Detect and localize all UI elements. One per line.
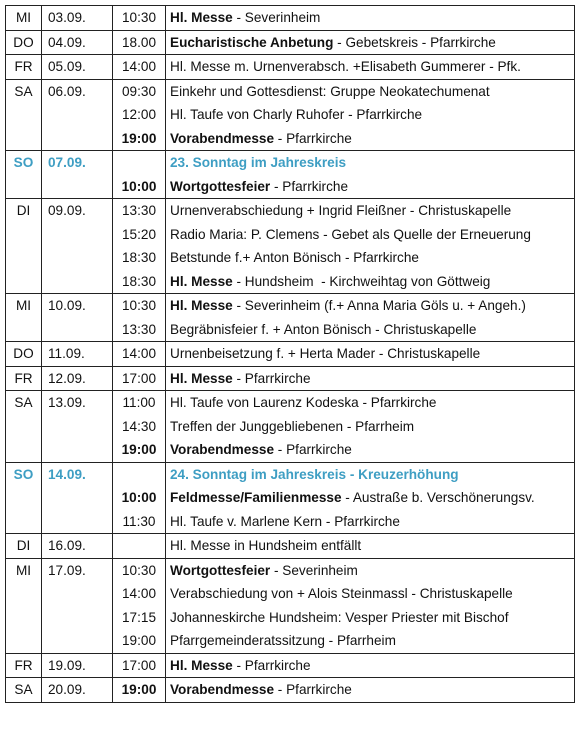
event-detail: Betstunde f.+ Anton Bönisch - Pfarrkirche xyxy=(170,250,419,265)
schedule-row xyxy=(6,366,575,391)
event-time: 18:30 xyxy=(121,250,157,265)
event-cell xyxy=(166,462,575,534)
event-line xyxy=(170,629,574,653)
event-detail: - Severinheim xyxy=(232,10,321,25)
date-cell xyxy=(42,558,113,653)
event-line xyxy=(170,294,574,318)
event-name: Hl. Messe xyxy=(170,370,233,386)
event-detail: Hl. Taufe v. Marlene Kern - Pfarrkirche xyxy=(170,513,400,529)
weekday: MI xyxy=(15,562,32,578)
date-cell xyxy=(42,199,113,294)
event-time: 10:30 xyxy=(121,10,157,25)
schedule-row xyxy=(6,342,575,367)
event-time: 19:00 xyxy=(121,633,157,648)
event-time: 13:30 xyxy=(121,321,157,337)
date: 12.09. xyxy=(48,370,86,386)
weekday-cell xyxy=(6,558,42,653)
date: 11.09. xyxy=(48,346,85,361)
weekday: DI xyxy=(16,203,31,218)
weekday-cell xyxy=(6,79,42,151)
date-cell xyxy=(42,55,113,80)
date-cell xyxy=(42,79,113,151)
time-cell xyxy=(113,462,166,534)
date: 09.09. xyxy=(48,203,86,218)
date-cell xyxy=(42,366,113,391)
event-time: 17:15 xyxy=(121,609,157,625)
date: 19.09. xyxy=(48,657,86,673)
event-line xyxy=(170,367,574,391)
event-detail: Treffen der Junggebliebenen - Pfarrheim xyxy=(170,418,415,434)
sunday-title: 23. Sonntag im Jahreskreis xyxy=(170,155,347,170)
event-line xyxy=(170,6,574,30)
weekday-cell xyxy=(6,151,42,199)
time-cell xyxy=(113,151,166,199)
weekday: SA xyxy=(14,395,33,410)
time-cell xyxy=(113,30,166,55)
event-detail: Begräbnisfeier f. + Anton Bönisch - Christuskapelle xyxy=(170,321,477,337)
event-line xyxy=(170,31,574,55)
event-line xyxy=(170,510,574,534)
event-line xyxy=(170,559,574,583)
event-line xyxy=(170,438,574,462)
schedule-row xyxy=(6,462,575,534)
schedule-row xyxy=(6,6,575,31)
date-cell xyxy=(42,342,113,367)
event-cell xyxy=(166,199,575,294)
date-cell xyxy=(42,391,113,463)
event-name: Feldmesse/Familienmesse xyxy=(170,490,342,505)
event-name: Vorabendmesse xyxy=(170,130,275,146)
schedule-row xyxy=(6,55,575,80)
event-time: 11:00 xyxy=(122,395,156,410)
event-name: Vorabendmesse xyxy=(170,682,275,697)
event-line xyxy=(170,391,574,415)
date: 16.09. xyxy=(48,538,86,553)
event-detail: - Pfarrkirche xyxy=(270,178,349,194)
weekday: SA xyxy=(14,83,33,99)
weekday-cell xyxy=(6,294,42,342)
weekday: MI xyxy=(15,10,32,25)
schedule-row xyxy=(6,678,575,703)
date-cell xyxy=(42,30,113,55)
schedule-row xyxy=(6,199,575,294)
time-cell xyxy=(113,55,166,80)
time-cell xyxy=(113,342,166,367)
weekday: FR xyxy=(14,59,33,74)
schedule-row xyxy=(6,30,575,55)
event-time: 15:20 xyxy=(121,226,157,242)
event-line xyxy=(170,342,574,366)
event-time: 09:30 xyxy=(121,83,157,99)
event-detail: Einkehr und Gottesdienst: Gruppe Neokatechumenat xyxy=(170,83,490,99)
event-line xyxy=(170,582,574,606)
event-cell xyxy=(166,79,575,151)
date-cell xyxy=(42,294,113,342)
weekday-cell xyxy=(6,30,42,55)
event-cell xyxy=(166,30,575,55)
event-cell xyxy=(166,294,575,342)
event-line xyxy=(170,127,574,151)
time-cell xyxy=(113,79,166,151)
event-detail: Pfarrgemeinderatssitzung - Pfarrheim xyxy=(170,633,396,648)
schedule-row xyxy=(6,79,575,151)
event-time: 10:30 xyxy=(121,562,157,578)
event-line xyxy=(170,463,574,487)
event-time: 19:00 xyxy=(121,442,157,457)
event-cell xyxy=(166,366,575,391)
event-cell xyxy=(166,55,575,80)
weekday-cell xyxy=(6,342,42,367)
weekday: SA xyxy=(14,682,33,697)
event-detail: Radio Maria: P. Clemens - Gebet als Quelle der Erneuerung xyxy=(170,226,531,242)
weekday: DO xyxy=(13,346,34,361)
event-line xyxy=(170,80,574,104)
event-line xyxy=(170,270,574,294)
weekday: FR xyxy=(14,657,33,673)
weekday-cell xyxy=(6,55,42,80)
event-name: Hl. Messe xyxy=(170,273,233,289)
time-cell xyxy=(113,199,166,294)
date-cell xyxy=(42,151,113,199)
event-line xyxy=(170,678,574,702)
date-cell xyxy=(42,462,113,534)
event-time: 14:30 xyxy=(121,418,157,434)
event-time: 10:00 xyxy=(121,178,157,194)
event-line xyxy=(170,534,574,558)
schedule-row xyxy=(6,558,575,653)
time-cell xyxy=(113,534,166,559)
event-detail: - Hundsheim - Kirchweihtag von Göttweig xyxy=(232,273,491,289)
event-detail: Johanneskirche Hundsheim: Vesper Priester mit Bischof xyxy=(170,609,509,625)
event-time: 19:00 xyxy=(121,130,157,146)
event-detail: - Pfarrkirche xyxy=(232,370,311,386)
event-detail: Hl. Taufe von Laurenz Kodeska - Pfarrkirche xyxy=(170,395,437,410)
event-line xyxy=(170,223,574,247)
event-name: Eucharistische Anbetung xyxy=(170,34,334,50)
event-line xyxy=(170,199,574,223)
event-time: 19:00 xyxy=(121,682,157,697)
event-name: Hl. Messe xyxy=(170,657,233,673)
weekday: SO xyxy=(13,155,34,170)
weekday-cell xyxy=(6,6,42,31)
schedule-row xyxy=(6,294,575,342)
time-cell xyxy=(113,391,166,463)
event-line xyxy=(170,606,574,630)
weekday: MI xyxy=(15,298,32,313)
time-cell xyxy=(113,366,166,391)
time-cell xyxy=(113,6,166,31)
event-line xyxy=(170,55,574,79)
event-line xyxy=(170,246,574,270)
date-cell xyxy=(42,6,113,31)
event-detail: - Severinheim xyxy=(270,562,358,578)
event-detail: - Severinheim (f.+ Anna Maria Göls u. + Angeh.) xyxy=(232,298,526,313)
date: 14.09. xyxy=(48,466,86,482)
time-cell xyxy=(113,678,166,703)
schedule-table xyxy=(5,5,575,703)
event-line xyxy=(170,103,574,127)
event-detail: Hl. Messe m. Urnenverabsch. +Elisabeth Gummerer - Pfk. xyxy=(170,59,521,74)
event-name: Hl. Messe xyxy=(170,298,233,313)
event-time: 14:00 xyxy=(121,586,157,601)
event-name: Wortgottesfeier xyxy=(170,562,271,578)
schedule-row xyxy=(6,151,575,199)
date: 17.09. xyxy=(48,562,86,578)
weekday-cell xyxy=(6,199,42,294)
weekday-cell xyxy=(6,653,42,678)
date: 06.09. xyxy=(48,83,86,99)
time-cell xyxy=(113,294,166,342)
date: 20.09. xyxy=(48,682,86,697)
event-detail: Hl. Taufe von Charly Ruhofer - Pfarrkirche xyxy=(170,107,423,122)
schedule-body xyxy=(6,6,575,703)
event-line xyxy=(170,486,574,510)
date-cell xyxy=(42,534,113,559)
date: 04.09. xyxy=(48,34,86,50)
weekday-cell xyxy=(6,678,42,703)
event-cell xyxy=(166,151,575,199)
event-time: 14:00 xyxy=(121,59,157,74)
event-cell xyxy=(166,653,575,678)
date: 05.09. xyxy=(48,59,86,74)
event-line xyxy=(170,175,574,199)
event-detail: Hl. Messe in Hundsheim entfällt xyxy=(170,538,362,553)
event-time: 17:00 xyxy=(121,370,157,386)
event-line xyxy=(170,654,574,678)
event-line xyxy=(170,415,574,439)
schedule-row xyxy=(6,653,575,678)
date: 13.09. xyxy=(48,395,86,410)
schedule-row xyxy=(6,534,575,559)
weekday: SO xyxy=(13,466,34,482)
event-detail: - Gebetskreis - Pfarrkirche xyxy=(333,34,496,50)
event-detail: - Pfarrkirche xyxy=(232,657,311,673)
event-detail: Verabschiedung von + Alois Steinmassl - Christuskapelle xyxy=(170,586,513,601)
date: 10.09. xyxy=(48,298,86,313)
date: 03.09. xyxy=(48,10,86,25)
weekday-cell xyxy=(6,534,42,559)
weekday-cell xyxy=(6,391,42,463)
event-name: Vorabendmesse xyxy=(170,442,275,457)
event-time: 14:00 xyxy=(121,346,157,361)
event-time: 13:30 xyxy=(121,203,157,218)
event-detail: - Pfarrkirche xyxy=(274,442,352,457)
weekday: DO xyxy=(13,34,34,50)
event-time: 18:30 xyxy=(121,273,157,289)
date-cell xyxy=(42,653,113,678)
event-time: 12:00 xyxy=(121,107,157,122)
event-cell xyxy=(166,534,575,559)
event-name: Hl. Messe xyxy=(170,10,233,25)
date-cell xyxy=(42,678,113,703)
time-cell xyxy=(113,653,166,678)
event-time: 11:30 xyxy=(122,513,156,529)
event-time: 18.00 xyxy=(121,34,157,50)
time-cell xyxy=(113,558,166,653)
sunday-title: 24. Sonntag im Jahreskreis - Kreuzerhöhung xyxy=(170,466,459,482)
event-detail: Urnenbeisetzung f. + Herta Mader - Christuskapelle xyxy=(170,346,481,361)
event-time xyxy=(113,151,165,175)
weekday-cell xyxy=(6,462,42,534)
event-name: Wortgottesfeier xyxy=(170,178,271,194)
event-line xyxy=(170,318,574,342)
event-detail: - Austraße b. Verschönerungsv. xyxy=(341,490,535,505)
event-detail: - Pfarrkirche xyxy=(274,682,352,697)
date: 07.09. xyxy=(48,155,86,170)
event-time: 17:00 xyxy=(121,657,157,673)
event-cell xyxy=(166,678,575,703)
event-cell xyxy=(166,342,575,367)
event-time: 10:00 xyxy=(121,490,157,505)
event-cell xyxy=(166,391,575,463)
schedule-row xyxy=(6,391,575,463)
weekday: FR xyxy=(14,370,33,386)
event-detail: - Pfarrkirche xyxy=(274,130,352,146)
event-time xyxy=(113,463,165,487)
weekday-cell xyxy=(6,366,42,391)
event-line xyxy=(170,151,574,175)
event-time xyxy=(113,534,165,558)
weekday: DI xyxy=(16,538,31,553)
event-detail: Urnenverabschiedung + Ingrid Fleißner - Christuskapelle xyxy=(170,203,512,218)
event-cell xyxy=(166,6,575,31)
event-cell xyxy=(166,558,575,653)
event-time: 10:30 xyxy=(121,298,157,313)
